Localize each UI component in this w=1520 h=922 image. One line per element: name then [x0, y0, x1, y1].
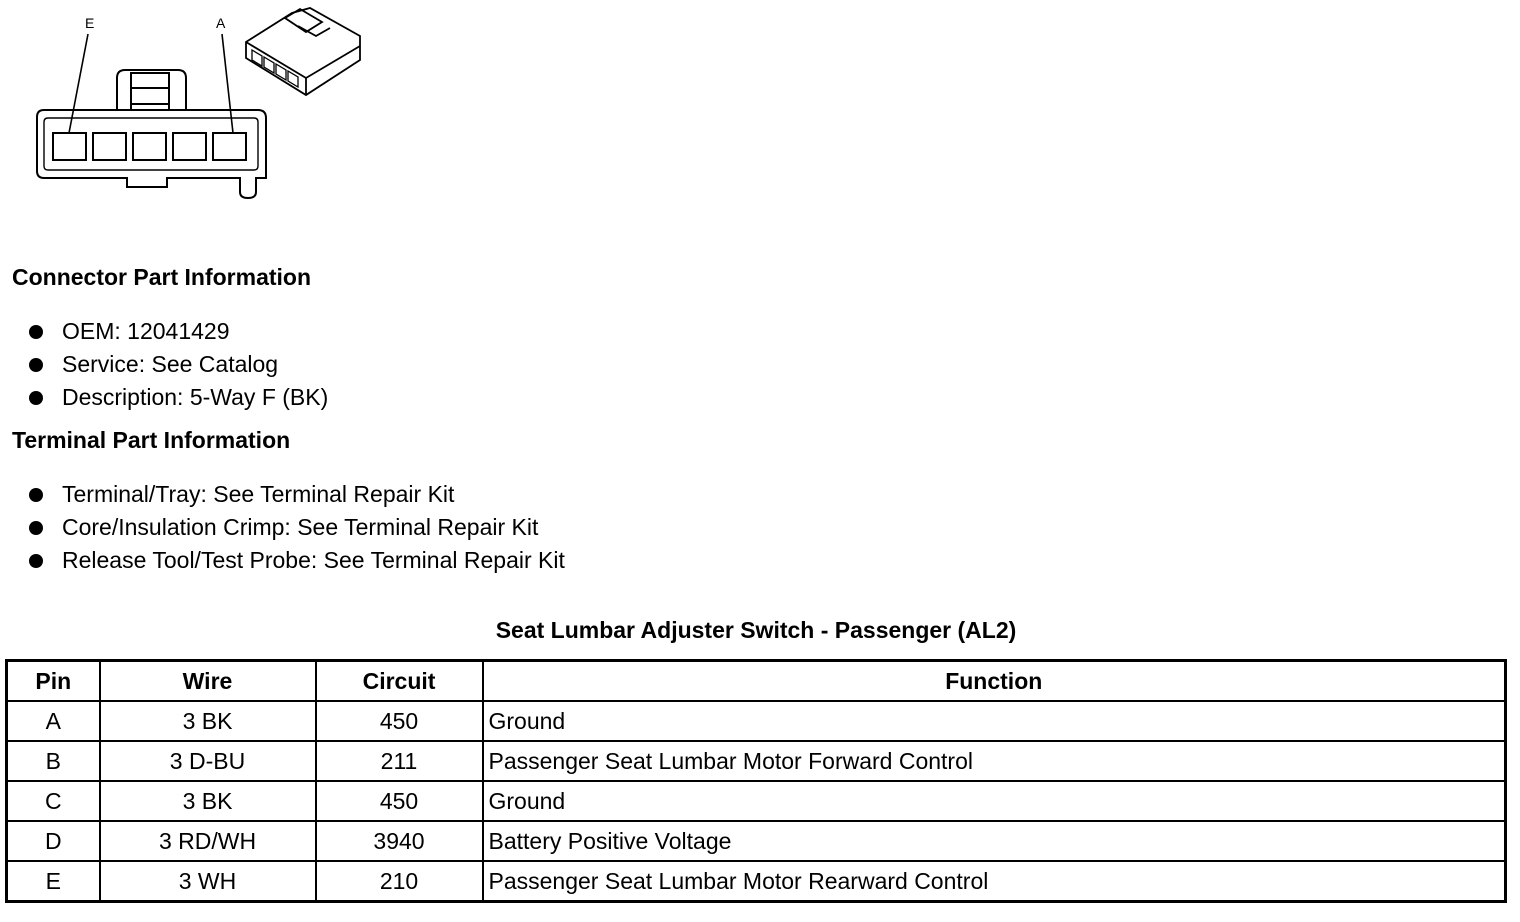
bullet-icon [29, 488, 43, 502]
connector-info-heading: Connector Part Information [12, 264, 312, 290]
cell-wire: 3 RD/WH [100, 821, 316, 861]
cell-circuit: 211 [316, 741, 483, 781]
cell-function: Passenger Seat Lumbar Motor Forward Control [483, 741, 1506, 781]
cell-function: Ground [483, 701, 1506, 741]
cell-wire: 3 WH [100, 861, 316, 902]
table-header-row [7, 661, 1506, 702]
bullet-icon [29, 521, 43, 535]
header-function: Function [483, 661, 1506, 702]
cell-circuit: 450 [316, 781, 483, 821]
list-item [29, 511, 565, 544]
pin-label-a: A [216, 15, 226, 31]
bullet-icon [29, 554, 43, 568]
table-row [7, 781, 1506, 821]
list-item-text: Description: 5-Way F (BK) [62, 384, 329, 410]
bullet-icon [29, 391, 43, 405]
list-item [29, 478, 565, 511]
header-wire: Wire [100, 661, 316, 702]
cell-circuit: 3940 [316, 821, 483, 861]
list-item-text: Terminal/Tray: See Terminal Repair Kit [62, 481, 455, 507]
cell-wire: 3 BK [100, 701, 316, 741]
cell-function: Ground [483, 781, 1506, 821]
cell-function: Passenger Seat Lumbar Motor Rearward Control [483, 861, 1506, 902]
header-circuit: Circuit [316, 661, 483, 702]
bullet-icon [29, 358, 43, 372]
list-item [29, 348, 328, 381]
cell-pin: D [7, 821, 100, 861]
list-item-text: Core/Insulation Crimp: See Terminal Repair Kit [62, 514, 539, 540]
pin-label-e: E [85, 15, 95, 31]
connector-face-view [37, 70, 266, 198]
list-item [29, 381, 328, 414]
table-row [7, 861, 1506, 902]
list-item-text: OEM: 12041429 [62, 318, 230, 344]
cell-function: Battery Positive Voltage [483, 821, 1506, 861]
table-row [7, 821, 1506, 861]
cell-pin: C [7, 781, 100, 821]
table-row [7, 701, 1506, 741]
pinout-table [5, 659, 1507, 903]
list-item-text: Release Tool/Test Probe: See Terminal Repair Kit [62, 547, 565, 573]
cell-pin: B [7, 741, 100, 781]
cell-circuit: 210 [316, 861, 483, 902]
cell-wire: 3 D-BU [100, 741, 316, 781]
cell-pin: A [7, 701, 100, 741]
cell-circuit: 450 [316, 701, 483, 741]
list-item-text: Service: See Catalog [62, 351, 279, 377]
header-pin: Pin [7, 661, 100, 702]
cell-wire: 3 BK [100, 781, 316, 821]
terminal-info-list [29, 478, 565, 577]
table-title: Seat Lumbar Adjuster Switch - Passenger (AL2) [495, 617, 1017, 643]
bullet-icon [29, 325, 43, 339]
connector-info-list [29, 315, 328, 414]
list-item [29, 315, 328, 348]
table-row [7, 741, 1506, 781]
connector-diagram [0, 0, 380, 215]
list-item [29, 544, 565, 577]
terminal-info-heading: Terminal Part Information [12, 427, 291, 453]
connector-isometric-view [246, 8, 360, 95]
cell-pin: E [7, 861, 100, 902]
